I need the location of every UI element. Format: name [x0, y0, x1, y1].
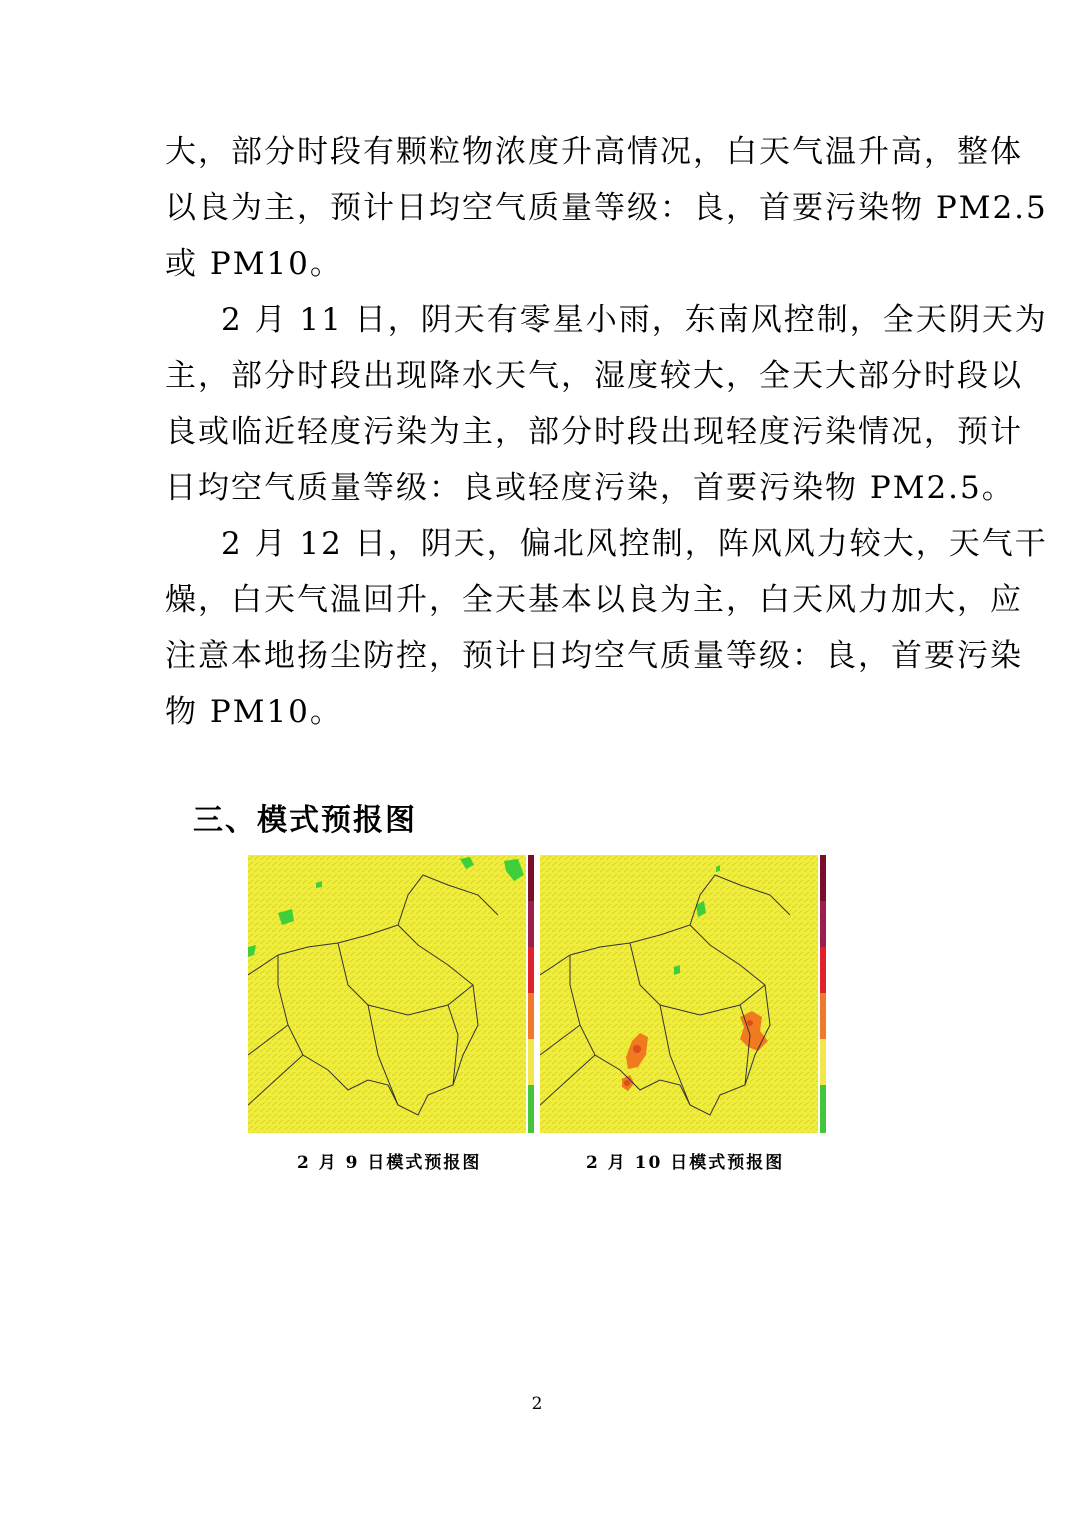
text-line: 以良为主，预计日均空气质量等级：良，首要污染物 PM2.5	[165, 190, 1048, 226]
forecast-map-feb-10	[540, 855, 826, 1133]
legend-bar	[820, 855, 826, 1133]
paragraph-feb-12-forecast	[165, 516, 1048, 740]
legend-bar	[528, 855, 534, 1133]
paragraph-feb-10-forecast	[165, 124, 1048, 292]
text-line: 大，部分时段有颗粒物浓度升高情况，白天气温升高，整体	[165, 134, 1023, 170]
text-line: 主，部分时段出现降水天气，湿度较大，全天大部分时段以	[165, 358, 1023, 394]
text-line: 燥，白天气温回升，全天基本以良为主，白天风力加大，应	[165, 582, 1023, 618]
text-line: 物 PM10。	[165, 694, 343, 730]
forecast-map-feb-9	[248, 855, 534, 1133]
text-line: 日均空气质量等级：良或轻度污染，首要污染物 PM2.5。	[165, 470, 1015, 506]
paragraph-feb-11-forecast	[165, 292, 1048, 516]
figure-caption-feb-10: 2 月 10 日模式预报图	[586, 1153, 785, 1173]
text-line: 或 PM10。	[165, 246, 343, 282]
text-line: 良或临近轻度污染为主，部分时段出现轻度污染情况，预计	[165, 414, 1023, 450]
text-line: 2 月 12 日，阴天，偏北风控制，阵风风力较大，天气干	[221, 526, 1048, 562]
text-line: 2 月 11 日，阴天有零星小雨，东南风控制，全天阴天为	[221, 302, 1048, 338]
figure-caption-feb-9: 2 月 9 日模式预报图	[297, 1153, 482, 1173]
section-heading: 三、模式预报图	[193, 803, 417, 838]
page-number: 2	[531, 1394, 543, 1414]
text-line: 注意本地扬尘防控，预计日均空气质量等级：良，首要污染	[165, 638, 1023, 674]
